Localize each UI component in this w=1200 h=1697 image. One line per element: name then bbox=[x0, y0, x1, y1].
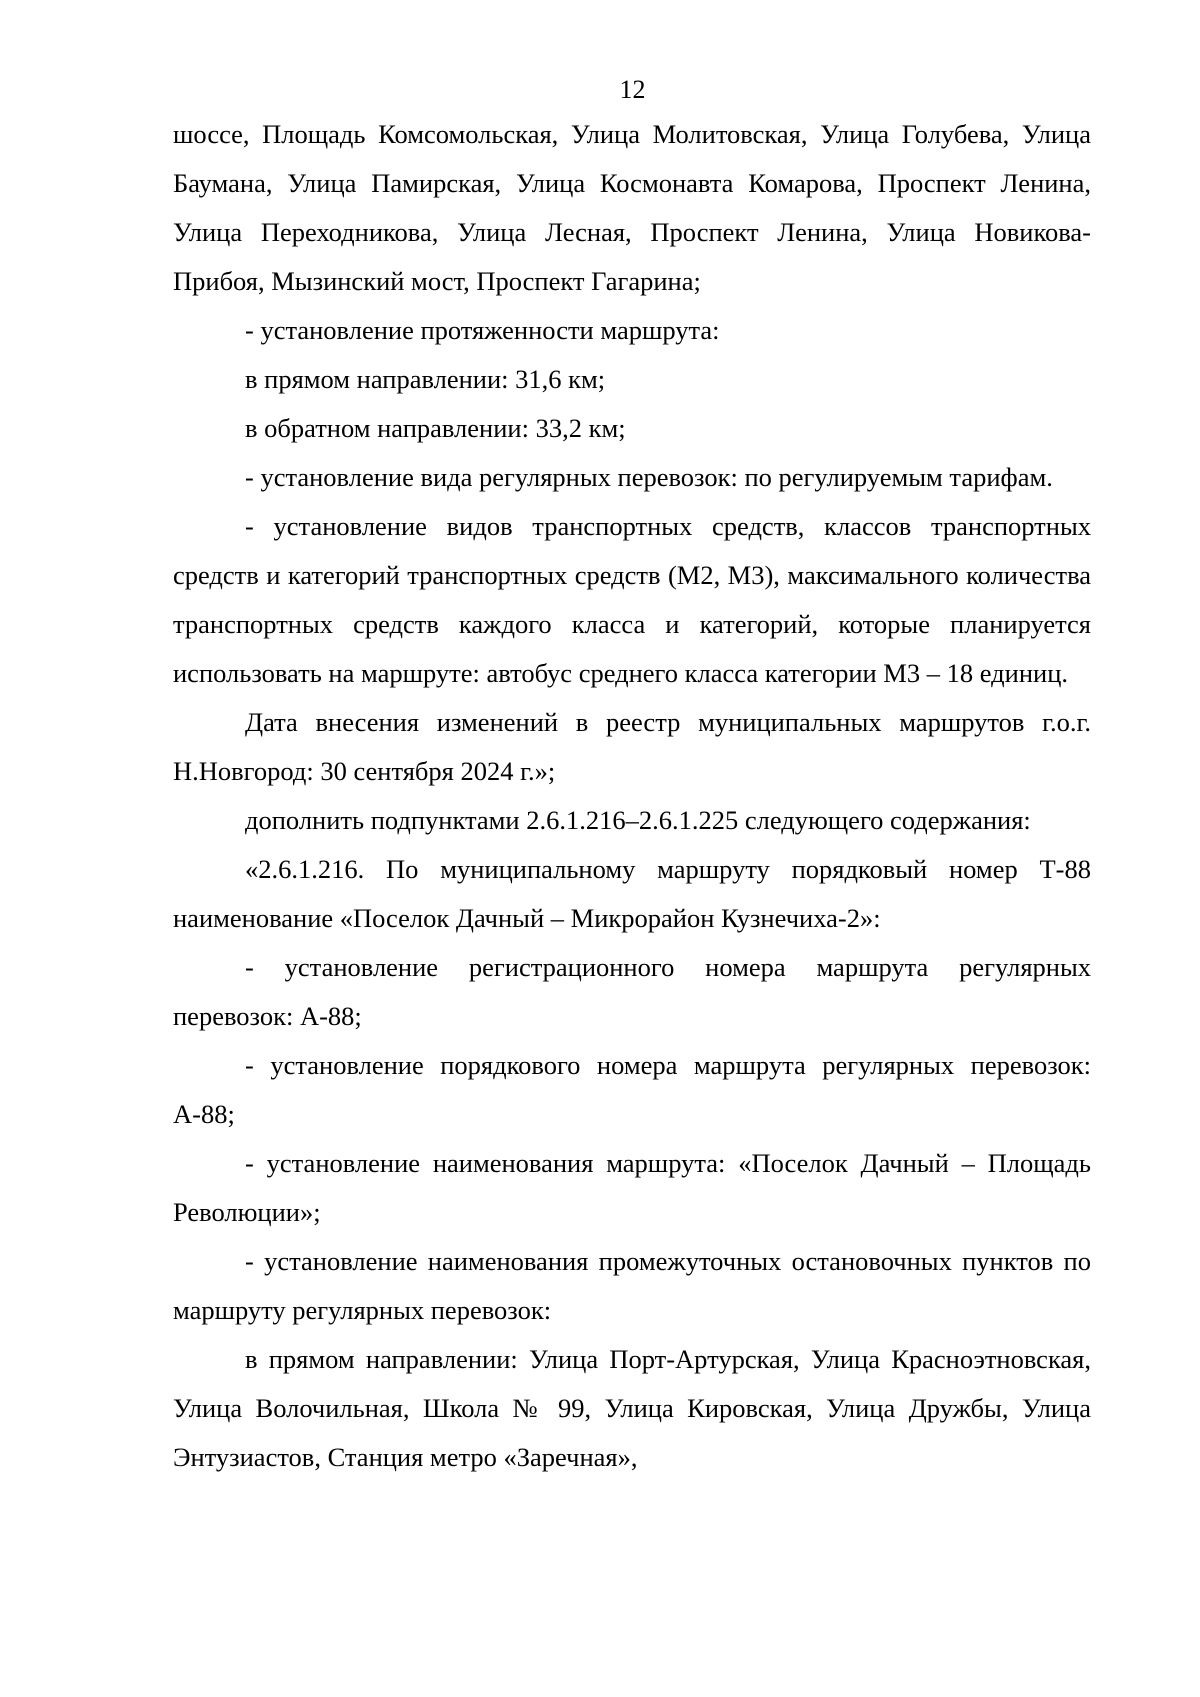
document-body bbox=[173, 110, 1091, 1482]
paragraph-route-name: - установление наименования маршрута: «Поселок Дачный – Площадь Революции»; bbox=[173, 1148, 1091, 1227]
paragraph-registry-date: Дата внесения изменений в реестр муниципальных маршрутов г.о.г. Н.Новгород: 30 сентября 2024 г.»; bbox=[173, 707, 1091, 786]
paragraph-reverse-length: в обратном направлении: 33,2 км; bbox=[245, 413, 626, 443]
paragraph-intermediate-stops: - установление наименования промежуточных остановочных пунктов по маршруту регулярных перевозок: bbox=[173, 1246, 1091, 1325]
paragraph-vehicle-classes: - установление видов транспортных средств, классов транспортных средств и категорий транспортных средств (М2, М3), максимального количества транспортных средств каждого класса и категорий, которые планируется использовать на маршруте: автобус среднего класса категории М3 – 18 единиц. bbox=[173, 511, 1091, 688]
paragraph-forward-length: в прямом направлении: 31,6 км; bbox=[245, 364, 606, 394]
paragraph-add-subpoints: дополнить подпунктами 2.6.1.216–2.6.1.225 следующего содержания: bbox=[245, 805, 1031, 835]
page-number: 12 bbox=[619, 75, 646, 104]
paragraph-registration-number: - установление регистрационного номера маршрута регулярных перевозок: А-88; bbox=[173, 952, 1091, 1031]
paragraph-transport-type: - установление вида регулярных перевозок: по регулируемым тарифам. bbox=[245, 462, 1053, 492]
paragraph-route-stops-continued: шоссе, Площадь Комсомольская, Улица Молитовская, Улица Голубева, Улица Баумана, Улица Памирская, Улица Космонавта Комарова, Проспект Ленина, Улица Переходникова, Улица Лесная, Проспект Ленина, Улица Новикова-Прибоя, Мызинский мост, Проспект Гагарина; bbox=[173, 119, 1091, 296]
paragraph-route-length-heading: - установление протяженности маршрута: bbox=[245, 315, 720, 345]
paragraph-forward-direction-stops: в прямом направлении: Улица Порт-Артурская, Улица Красноэтновская, Улица Волочильная, Школа № 99, Улица Кировская, Улица Дружбы, Улица Энтузиастов, Станция метро «Заречная», bbox=[173, 1344, 1091, 1472]
paragraph-route-t88: «2.6.1.216. По муниципальному маршруту порядковый номер Т-88 наименование «Поселок Дачный – Микрорайон Кузнечиха-2»: bbox=[173, 854, 1091, 933]
paragraph-ordinal-number: - установление порядкового номера маршрута регулярных перевозок: А-88; bbox=[173, 1050, 1091, 1129]
